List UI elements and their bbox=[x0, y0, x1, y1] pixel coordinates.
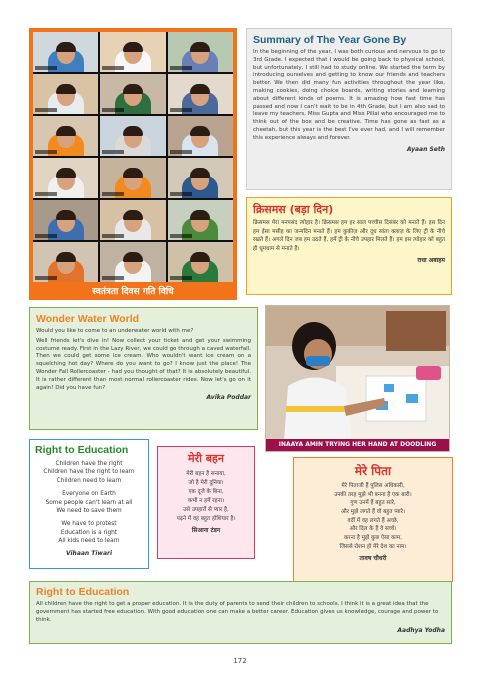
wonder-intro: Would you like to come to an underwater world with me? bbox=[36, 328, 194, 334]
poem-line: और मुझे लगते हैं वो बहुत प्यारे। bbox=[340, 508, 406, 515]
poem-line: एक दूजे के बिना, bbox=[188, 488, 224, 495]
rte-essay-body: All children have the right to get a proper education. It is the duty of parents to send their children to schools. I think it is a great idea that the government has started free education. With good education one can make a better career. Education gives us knowledge, courage and power to think. bbox=[36, 601, 439, 623]
video-tile bbox=[168, 32, 233, 72]
poem-line: We have to protest bbox=[61, 521, 117, 528]
video-tile bbox=[33, 200, 98, 240]
video-tile bbox=[33, 32, 98, 72]
poem-line: उनकी तरह मुझे भी बनना है एक बारी। bbox=[334, 491, 412, 498]
video-tile bbox=[168, 74, 233, 114]
right-to-education-essay bbox=[29, 581, 452, 644]
poem-line: Education is a right bbox=[60, 529, 118, 536]
photo-caption: INAAYA AMIN TRYING HER HAND AT DOODLING bbox=[266, 439, 449, 451]
video-tile bbox=[100, 116, 165, 156]
video-tile bbox=[168, 116, 233, 156]
video-tile bbox=[100, 74, 165, 114]
video-tile bbox=[168, 242, 233, 282]
video-call-tiles bbox=[33, 32, 233, 282]
poem-line: उसे उपहारों से प्यार है, bbox=[183, 506, 229, 513]
poem-line: Some people can't learn at all bbox=[45, 499, 133, 506]
grid-caption: स्वतंत्रता दिवस गति विधि bbox=[92, 287, 174, 297]
video-tile bbox=[168, 158, 233, 198]
poem-line: पढ़ने में वह बहुत होशियार है। bbox=[176, 515, 236, 522]
video-tile bbox=[33, 158, 98, 198]
rte-poem-author: Vihaan Tiwari bbox=[65, 549, 113, 557]
summary-title: Summary of The Year Gone By bbox=[253, 34, 407, 46]
wonder-body: Well friends let's dive in! Now collect your ticket and get your swimming costume ready. First in the Lazy River, we could go through a caved waterfall. Then we could get some ice cream. Who wouldn't want ice cream on a squelching hot day? Where do you want to go? I know just the place! The Wonder Fall Rollercoaster - had you thought of that? It is absolutely beautiful. It is rather different than most normal rollercoaster rides. Now let's go on it again! Did you have fun? bbox=[36, 337, 251, 391]
poem-line: गुण उनमें हैं बहुत सारे, bbox=[350, 500, 396, 507]
wonder-author: Avika Poddar bbox=[206, 394, 251, 402]
poem-line: Children have the right bbox=[55, 461, 123, 467]
independence-day-video-grid bbox=[29, 28, 237, 300]
poem-line: Children have the right to learn bbox=[43, 469, 135, 476]
poem-line: Everyone on Earth bbox=[62, 491, 116, 498]
page-number: 172 bbox=[233, 657, 247, 665]
right-to-education-poem bbox=[29, 439, 149, 569]
poem-line: और दिल के हैं वे सच्चे। bbox=[349, 526, 397, 533]
video-tile bbox=[33, 242, 98, 282]
doodling-photo bbox=[265, 305, 450, 452]
christmas-article bbox=[246, 197, 452, 295]
summary-article bbox=[246, 28, 452, 190]
behan-title: मेरी बहन bbox=[188, 452, 224, 465]
poem-line: We need to save them bbox=[56, 507, 122, 514]
video-tile bbox=[168, 200, 233, 240]
meri-behan-poem bbox=[157, 446, 255, 559]
christmas-title: क्रिसमस (बड़ा दिन) bbox=[253, 203, 334, 216]
rte-poem-title: Right to Education bbox=[35, 444, 129, 456]
wonder-water-world-article bbox=[29, 307, 258, 430]
video-tile bbox=[100, 200, 165, 240]
wonder-title: Wonder Water World bbox=[36, 313, 140, 325]
pita-title: मेरे पिता bbox=[354, 464, 392, 478]
rte-essay-title: Right to Education bbox=[36, 586, 130, 598]
poem-line: जो है मेरी दुनिया। bbox=[188, 479, 224, 486]
christmas-author: राधा अबाहम bbox=[417, 256, 445, 264]
doodling-photo-image bbox=[266, 306, 450, 441]
poem-line: जिससे रोशन हो मेरे देश का नाम। bbox=[339, 543, 407, 550]
poem-line: मेरी बहन है सनाया, bbox=[186, 471, 226, 477]
poem-line: All kids need to learn bbox=[58, 538, 120, 545]
poem-line: मेरे पिताजी हैं पुलिस अधिकारी, bbox=[341, 483, 405, 489]
behan-author: सिआना टंडन bbox=[191, 526, 221, 534]
video-tile bbox=[100, 32, 165, 72]
pita-author: तावष चौधरी bbox=[359, 555, 387, 563]
rte-essay-author: Aadhya Yodha bbox=[397, 627, 445, 635]
video-tile bbox=[33, 74, 98, 114]
video-tile bbox=[100, 158, 165, 198]
poem-line: वर्दी में वह लगते हैं अच्छे, bbox=[347, 517, 399, 524]
poem-line: करना है मुझे कुछ ऐसा काम, bbox=[344, 534, 402, 541]
video-tile bbox=[100, 242, 165, 282]
video-tile bbox=[33, 116, 98, 156]
poem-line: कभी न हमें रहना। bbox=[187, 497, 225, 504]
summary-body: In the beginning of the year, I was both curious and nervous to go to 3rd Grade. I expected that I would be going back to physical school, but unfortunately, I still had to study online. We started the term by introducing ourselves and getting to know our friends and teachers better. We then did many fun activities throughout the year like, making cookies, doing choice boards, writing stories and learning about different kinds of poems. It is amazing how fast time has passed and now I can't wait to be in 4th Grade, but I am also sad to leave my teachers, Miss Gupta and Miss Pillai who encouraged me to think out of the box and be creative. Time has gone as fast as a cheetah, but this year is the best I've ever had, and I will remember this experience always and forever. bbox=[253, 49, 445, 141]
summary-author: Ayaan Seth bbox=[406, 145, 445, 153]
christmas-body: क्रिसमस मेरा मनपसंद त्योहार है। क्रिसमस हम हर साल पच्चीस दिसंबर को मनाते हैं। इस दिन हम ईसा मसीह का जन्मदिन मनाते हैं। हम कुकीज़ और दूध सांता क्लाज़ के लिए ट्री के नीचे रखते हैं। अगले दिन जब हम उठते हैं, हमें ट्री के नीचे उपहार मिलते हैं। हम इस त्योहार को बहुत ही धूमधाम से मनाते हैं। bbox=[253, 220, 445, 252]
poem-line: Children need to learn bbox=[56, 477, 122, 484]
mere-pita-poem bbox=[293, 457, 453, 582]
